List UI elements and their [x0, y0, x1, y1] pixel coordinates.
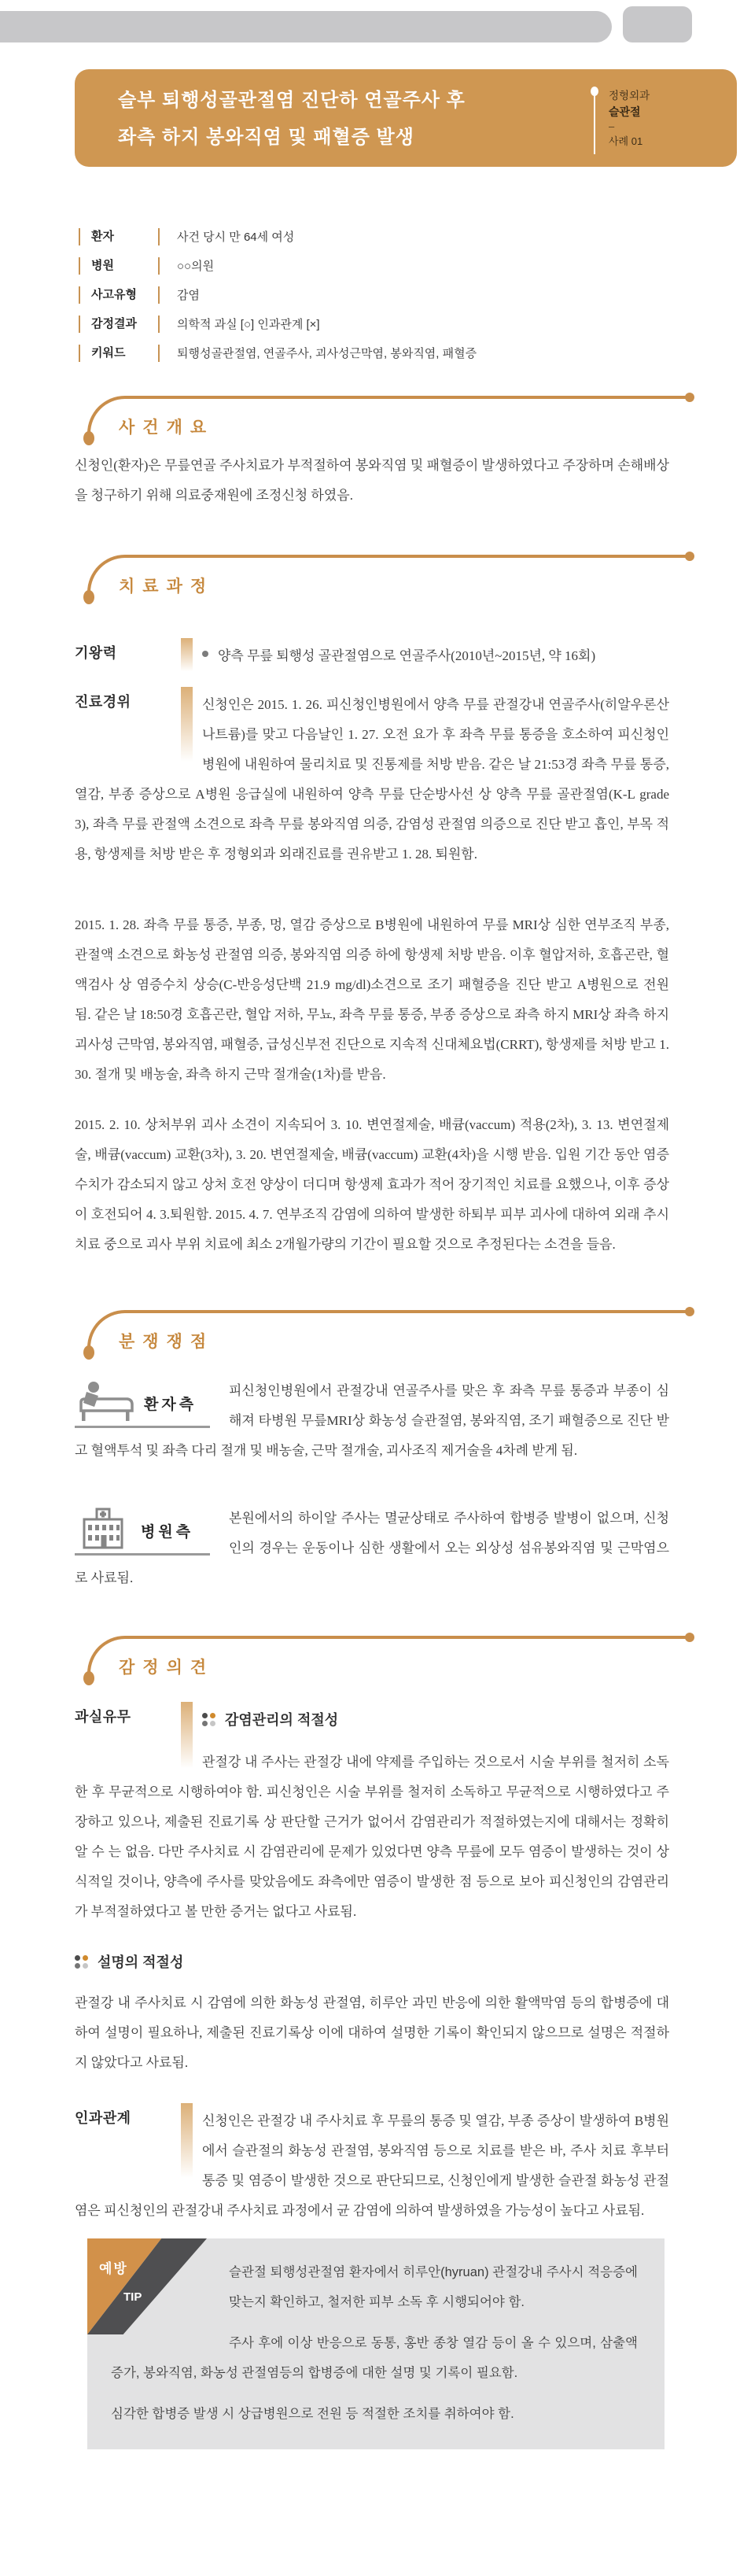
section-title-opinion: 감정의견: [119, 1658, 215, 1677]
four-dots-icon: [75, 1955, 88, 1969]
section-title-treatment: 치료과정: [119, 577, 215, 596]
category-divider-line: [594, 91, 595, 154]
page-title-line1: 슬부 퇴행성골관절염 진단하 연골주사 후: [118, 90, 466, 111]
subheading-infection-control: [202, 1702, 669, 1736]
row-value: 감염: [177, 289, 200, 302]
explanation-opinion-text: 관절강 내 주사치료 시 감염에 의한 화농성 관절염, 히루안 과민 반응에 의한 활액막염 등의 합병증에 대하여 설명이 필요하나, 제출된 진료기록상 이에 대하여 설명한 기록이 확인되지 않으므로 설명은 적절하지 않았다고 사료됨.: [75, 1995, 669, 2070]
case-dash: –: [609, 120, 615, 132]
tip-badge: TIP: [123, 2290, 142, 2304]
row-label: 사고유형: [79, 286, 160, 304]
label-accent-bar: [181, 638, 193, 676]
history-item: 양측 무릎 퇴행성 골관절염으로 연골주사(2010년~2015년, 약 16회): [218, 648, 596, 663]
patient-side-block: [75, 1373, 229, 1433]
causation-label-block: [75, 2103, 202, 2188]
prevention-tip-box: [87, 2238, 665, 2449]
fault-label: 과실유무: [75, 1709, 131, 1725]
prevention-badge: 예방: [99, 2261, 128, 2276]
causation-text: 신청인은 관절강 내 주사치료 후 무릎의 통증 및 열감, 부종 증상이 발생하여 B병원에서 슬관절의 화농성 관절염, 봉와직염 등으로 치료를 받은 바, 주사 치료 후부터 통증 및 염증이 발생한 것으로 판단되므로, 신청인에게 발생한 슬관절 화농성 관절염은 피신청인의 관절강내 주사치료 과정에서 균 감염에 의하여 발생하였을 가능성이 높다고 사료됨.: [75, 2113, 669, 2218]
tip-paragraph-2: 주사 후에 이상 반응으로 동통, 홍반 종창 열감 등이 올 수 있으며, 삼출액 증가, 봉와직염, 화농성 관절염등의 합병증에 대한 설명 및 기록이 필요함.: [111, 2336, 638, 2380]
row-value: 퇴행성골관절염, 연골주사, 괴사성근막염, 봉와직염, 패혈증: [177, 347, 477, 360]
joint-label: 슬관절: [609, 105, 641, 118]
fault-label-block: [75, 1702, 202, 1777]
section-opinion: [75, 1636, 737, 2226]
row-value: 의학적 과실 [○] 인과관계 [×]: [177, 318, 320, 331]
section-treatment: [75, 555, 737, 1260]
tip-corner-ribbon: [87, 2238, 207, 2334]
row-label: 환자: [79, 228, 160, 245]
subheading-title: 감염관리의 적절성: [225, 1712, 339, 1728]
fault-opinion-text: 관절강 내 주사는 관절강 내에 약제를 주입하는 것으로서 시술 부위를 철저히 소독한 후 무균적으로 시행하여야 함. 피신청인은 시술 부위를 철저히 소독하고 무균적으로 시행하였다고 주장하고 있으나, 제출된 진료기록 상 판단할 근거가 없어서 감염관리가 적절하였는지에 대해서는 정확히 알 수 는 없음. 다만 주사치료 시 감염관리에 문제가 있었다면 양측 무릎에 모두 염증이 발생하는 것이 상식적일 것이나, 양측에 주사를 맞았음에도 좌측에만 염증이 발생한 점 등으로 보아 피신청인의 감염관리가 부적절하였다고 볼 만한 증거는 없다고 사료됨.: [75, 1755, 669, 1919]
case-info-table: [79, 222, 737, 367]
hospital-side-block: [75, 1500, 229, 1560]
title-category-block: [594, 87, 650, 153]
label-accent-bar: [181, 687, 193, 772]
page-title: [118, 82, 466, 156]
hospital-building-icon: [75, 1506, 131, 1552]
department-label: 정형외과: [609, 90, 650, 101]
bullet-dot-icon: [202, 651, 208, 657]
patient-side-label: 환자측: [144, 1397, 197, 1413]
table-row-accident-type: [79, 280, 737, 309]
treatment-paragraph-3: 2015. 2. 10. 상처부위 괴사 소견이 지속되어 3. 10. 변연절제술, 배큠(vaccum) 적용(2차), 3. 13. 변연절제술, 배큠(vaccum) 교환(3차), 3. 20. 변연절제술, 배큠(vaccum) 교환(4차)을 시행 받음. 입원 기간 동안 염증수치가 감소되지 않고 상처 호전 양상이 더디며 항생제 효과가 적어 장기적인 치료를 요했으나, 이후 증상이 호전되어 4. 3.퇴원함. 2015. 4. 7. 연부조직 감염에 의하여 발생한 하퇴부 피부 괴사에 대하여 외래 추시 치료 중으로 괴사 부위 치료에 최소 2개월가량의 기간이 필요할 것으로 추정된다는 소견을 들음.: [75, 1117, 669, 1252]
section-rule-decoration: [87, 396, 690, 438]
overview-body: 신청인(환자)은 무릎연골 주사치료가 부적절하여 봉와직염 및 패혈증이 발생하였다고 주장하며 손해배상을 청구하기 위해 의료중재원에 조정신청 하였음.: [75, 458, 669, 503]
page-title-line2: 좌측 하지 봉와직염 및 패혈증 발생: [118, 127, 414, 148]
row-label: 감정결과: [79, 316, 160, 333]
tip-paragraph-3: 심각한 합병증 발생 시 상급병원으로 전원 등 적절한 조치를 취하여야 함.: [111, 2407, 514, 2421]
section-overview: [75, 396, 737, 511]
case-number: 사례 01: [609, 135, 643, 147]
row-value: 사건 당시 만 64세 여성: [177, 231, 295, 244]
row-label: 키워드: [79, 345, 160, 362]
section-rule-decoration: [87, 555, 690, 597]
hospital-side-label: 병원측: [141, 1524, 194, 1541]
label-accent-bar: [181, 2103, 193, 2188]
title-banner: [75, 69, 737, 167]
divider-dot-icon: [591, 87, 598, 96]
table-row-hospital: [79, 251, 737, 280]
four-dots-icon: [202, 1713, 215, 1726]
page-content: [75, 0, 737, 2449]
subheading-title: 설명의 적절성: [98, 1954, 184, 1970]
table-row-appraisal-result: [79, 309, 737, 338]
label-accent-bar: [181, 1702, 193, 1777]
patient-side-text: 피신청인병원에서 관절강내 연골주사를 맞은 후 좌측 무릎 통증과 부종이 심해져 타병원 무릎MRI상 화농성 슬관절염, 봉와직염, 조기 패혈증으로 진단 받고 혈액투석 및 좌측 다리 절개 및 배농술, 근막 절개술, 괴사조직 제거술을 4차례 받게 됨.: [75, 1383, 669, 1458]
treatment-paragraph-1: 신청인은 2015. 1. 26. 피신청인병원에서 양측 무릎 관절강내 연골주사(히알우론산나트륨)를 맞고 다음날인 1. 27. 오전 요가 후 좌측 무릎 통증을 호소하여 피신청인병원에 내원하여 물리치료 및 진통제를 처방 받음. 같은 날 21:53경 좌측 무릎 통증, 열감, 부종 증상으로 A병원 응급실에 내원하여 양측 무릎 단순방사선 상 양측 무릎 골관절염(K-L grade 3), 좌측 무릎 관절액 소견으로 좌측 무릎 봉와직염 의증, 감염성 관절염 의증으로 진단 받고 흡인, 부목 적용, 항생제를 처방 받은 후 정형외과 외래진료를 권유받고 1. 28. 퇴원함.: [75, 697, 669, 862]
hospital-side-text: 본원에서의 하이알 주사는 멸균상태로 주사하여 합병증 발병이 없으며, 신청인의 경우는 운동이나 심한 생활에서 오는 외상성 섬유봉와직염 및 근막염으로 사료됨.: [75, 1511, 669, 1585]
section-title-dispute: 분쟁쟁점: [119, 1332, 215, 1351]
row-value: ○○의원: [177, 260, 215, 273]
table-row-patient: [79, 222, 737, 251]
section-rule-decoration: [87, 1310, 690, 1353]
section-rule-decoration: [87, 1636, 690, 1678]
history-label: 기왕력: [75, 645, 117, 661]
patient-in-bed-icon: [75, 1378, 134, 1424]
tip-paragraph-1: 슬관절 퇴행성관절염 환자에서 히루안(hyruan) 관절강내 주사시 적응증에 맞는지 확인하고, 철저한 피부 소독 후 시행되어야 함.: [229, 2265, 638, 2309]
section-dispute: [75, 1310, 737, 1593]
course-label-block: [75, 687, 202, 772]
history-label-block: [75, 638, 202, 676]
table-row-keywords: [79, 338, 737, 367]
course-label: 진료경위: [75, 694, 131, 710]
subheading-explanation: [75, 1944, 669, 1979]
causation-label: 인과관계: [75, 2110, 131, 2126]
section-title-overview: 사건개요: [119, 418, 215, 437]
treatment-paragraph-2: 2015. 1. 28. 좌측 무릎 통증, 부종, 멍, 열감 증상으로 B병원에 내원하여 무릎 MRI상 심한 연부조직 부종, 관절액 소견으로 화농성 관절염 의증, 봉와직염 의증 하에 항생제 처방 받음. 이후 혈압저하, 호흡곤란, 혈액검사 상 염증수치 상승(C-반응성단백 21.9 mg/dl)소견으로 조기 패혈증을 진단 받고 A병원으로 전원 됨. 같은 날 18:50경 호흡곤란, 혈압 저하, 무뇨, 좌측 무릎 통증, 부종 증상으로 좌측 하지 MRI상 좌측 하지 괴사성 근막염, 봉와직염, 패혈증, 급성신부전 진단으로 지속적 신대체요법(CRRT), 항생제를 처방 받고 1. 30. 절개 및 배농술, 좌측 하지 근막 절개술(1차)를 받음.: [75, 917, 669, 1082]
row-label: 병원: [79, 257, 160, 275]
